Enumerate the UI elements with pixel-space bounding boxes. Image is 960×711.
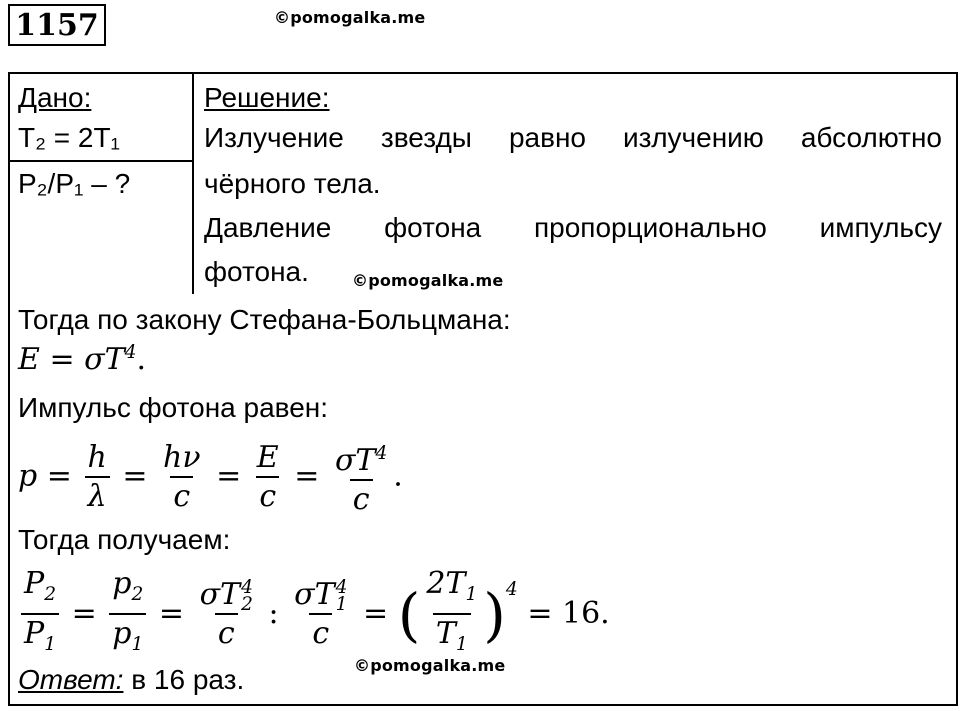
given-condition: T₂ = 2T₁ xyxy=(18,122,121,153)
solution-line-7: Тогда получаем: xyxy=(18,524,231,555)
given-find: P₂/P₁ – ? xyxy=(18,168,131,199)
solution-line-2: чёрного тела. xyxy=(204,168,381,199)
watermark-bottom: ©pomogalka.me xyxy=(354,656,506,675)
given-divider-horizontal xyxy=(8,160,194,162)
answer-line xyxy=(18,662,244,698)
problem-number: 1157 xyxy=(8,4,106,46)
formula-momentum: p = $\frac{h}{\lambda}$ = $\frac{h\nu}{c}$ = $\frac{E}{c}$ = $\frac{\sigma T^4}{c}$ . xyxy=(18,439,403,517)
solution-header: Решение: xyxy=(204,82,330,113)
given-header: Дано: xyxy=(18,82,92,113)
solution-line-4: фотона. xyxy=(204,256,309,287)
solution-line-6: Импульс фотона равен: xyxy=(18,392,329,423)
answer-text: в 16 раз. xyxy=(123,664,245,695)
solution-line-3: Давление фотона пропорционально импульсу xyxy=(204,212,942,243)
solution-line-1: Излучение звезды равно излучению абсолютно xyxy=(204,122,942,153)
formula-stefan: $E = \sigma T^4$. xyxy=(18,342,146,377)
answer-label: Ответ: xyxy=(18,664,124,695)
formula-ratio: $\frac{P_2}{P_1}$ = $\frac{p_2}{p_1}$ = σT 4 2 c : σT 4 1 c = ( $\frac{2T_1}{T_1}$ )$^4$ = 16. xyxy=(18,566,610,664)
watermark-top: ©pomogalka.me xyxy=(274,8,426,27)
watermark-middle: ©pomogalka.me xyxy=(352,271,504,290)
given-divider-vertical xyxy=(192,72,194,294)
solution-line-5: Тогда по закону Стефана-Больцмана: xyxy=(18,304,511,335)
